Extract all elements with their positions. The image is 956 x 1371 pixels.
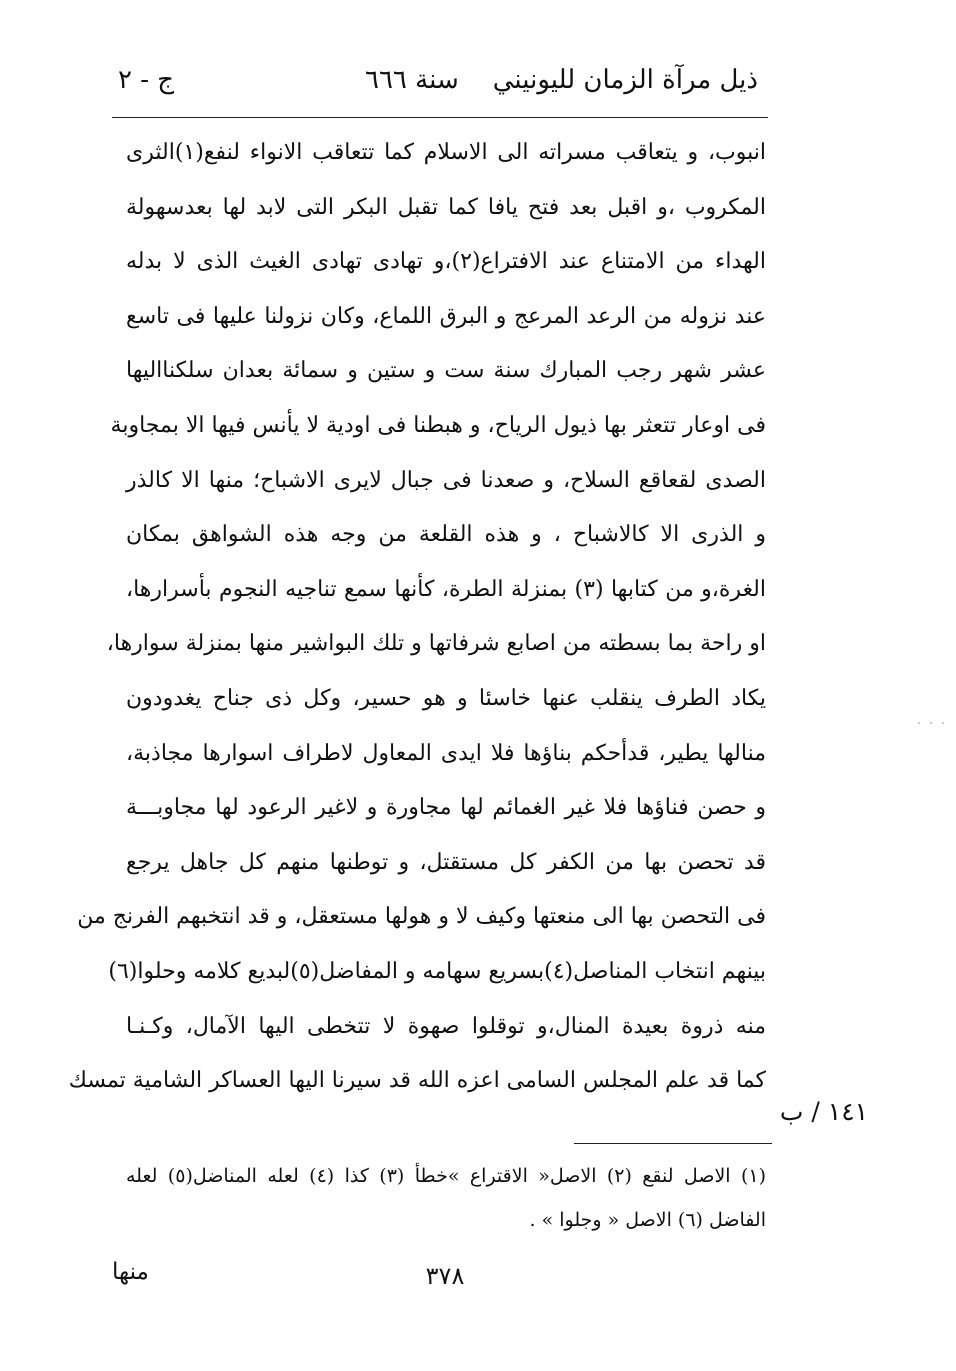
body-line: كما قد علم المجلس السامى اعزه الله قد سيرنا اليها العساكر الشامية تمسك (68, 1068, 766, 1094)
page-number: ٣٧٨ (425, 1262, 465, 1290)
body-line: عند نزوله من الرعد المرعج و البرق اللماع، وكان نزولنا عليها فى تاسع (126, 303, 766, 329)
footnote-line: الفاضل (٦) الاصل « وجلوا » . (529, 1209, 766, 1231)
footnote-line: (١) الاصل لنقع (٢) الاصل« الاقتراع »خطأ (٣) كذا (٤) لعله المناضل(٥) لعله (126, 1165, 767, 1187)
body-line: او راحة بما بسطته من اصابع شرفاتها و تلك البواشير منها بمنزلة سوارها، (106, 631, 766, 657)
running-header (198, 60, 758, 100)
body-text (68, 126, 767, 1109)
paper-speck (930, 722, 932, 724)
body-line: الصدى لقعاقع السلاح، و صعدنا فى جبال لايرى الاشباح؛ منها الا كالذر (126, 467, 766, 493)
body-line: يكاد الطرف ينقلب عنها خاسئا و هو حسير، وكل ذى جناح يغدودون (126, 685, 766, 711)
body-line: بينهم انتخاب المناصل(٤)بسريع سهامه و المفاضل(٥)لبديع كلامه وحلوا(٦) (108, 958, 766, 984)
header-rule (112, 117, 768, 118)
catchword: منها (112, 1259, 149, 1285)
volume-number: ج - ٢ (118, 65, 175, 95)
footnotes (126, 1154, 766, 1242)
body-line: و حصن فناؤها فلا غير الغمائم لها مجاورة و لاغير الرعود لها مجاوبـــة (126, 795, 766, 821)
body-line: عشر شهر رجب المبارك سنة ست و ستين و سمائة بعدان سلكنااليها (126, 358, 766, 384)
paper-speck (942, 722, 944, 724)
body-line: منه ذروة بعيدة المنال،و توقلوا صهوة لا تتخطى اليها الآمال، وكـنـا (126, 1013, 766, 1039)
body-line: الغرة،و من كتابها (٣) بمنزلة الطرة، كأنها سمع تناجيه النجوم بأسرارها، (126, 576, 766, 602)
margin-folio-marker: ١٤١ / ب (779, 1097, 869, 1126)
body-line: منالها يطير، قدأحكم بناؤها فلا ايدى المعاول لاطراف اسوارها مجاذبة، (126, 740, 766, 766)
paper-speck (918, 722, 920, 724)
footnote-rule (574, 1143, 772, 1144)
header-year: سنة ٦٦٦ (364, 65, 459, 95)
body-line: المكروب ،و اقبل بعد فتح يافا كما تقبل البكر التى لابد لها بعدسهولة (126, 194, 766, 220)
book-title: ذيل مرآة الزمان لليونيني (492, 65, 758, 95)
body-line: و الذرى الا كالاشباح ، و هذه القلعة من وجه هذه الشواهق بمكان (126, 522, 766, 548)
body-line: انبوب، و يتعاقب مسراته الى الاسلام كما تتعاقب الانواء لنفع(١)الثرى (126, 140, 766, 165)
body-line: فى التحصن بها الى منعتها وكيف لا و هولها مستعقل، و قد انتخبهم الفرنج من (77, 904, 766, 930)
body-line: فى اوعار تتعثر بها ذيول الرياح، و هبطنا فى اودية لا يأنس فيها الا بمجاوبة (110, 412, 766, 438)
body-line: الهداء من الامتناع عند الافتراع(٢)،و تهادى تهادى الغيث الذى لا بدله (126, 249, 767, 275)
body-line: قد تحصن بها من الكفر كل مستقتل، و توطنها منهم كل جاهل يرجع (126, 849, 766, 875)
